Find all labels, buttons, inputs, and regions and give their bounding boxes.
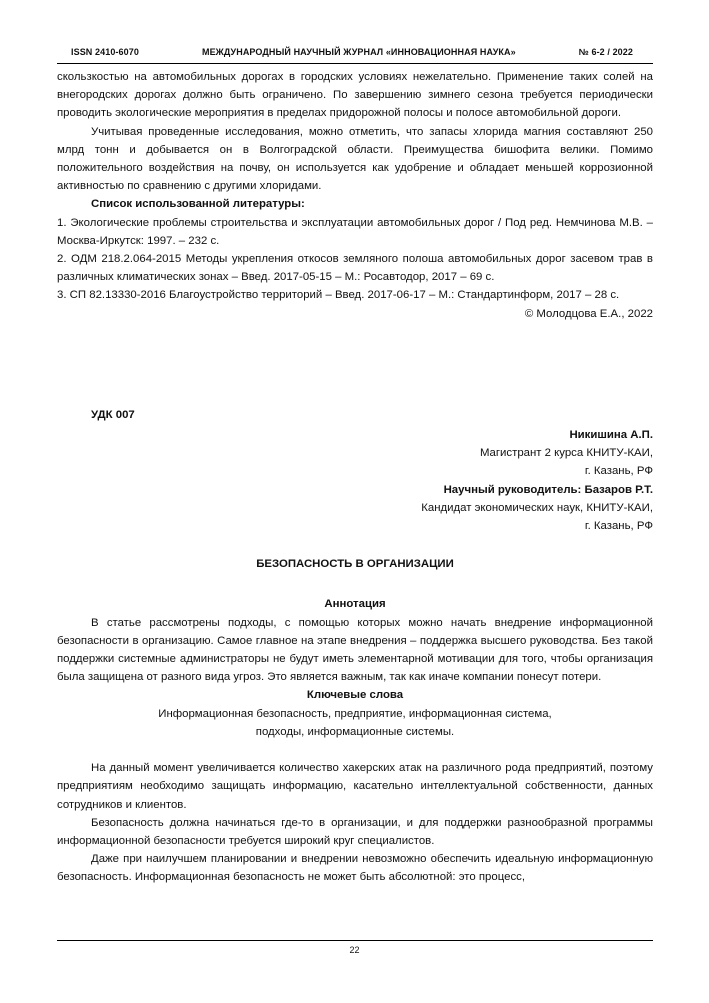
reference-item: 1. Экологические проблемы строительства и эксплуатации автомобильных дорог / Под ред. Немчинова М.В. – Москва-Иркутск: 1997. – 232 с. xyxy=(57,216,653,247)
spacer xyxy=(57,535,653,555)
keywords-line: подходы, информационные системы. xyxy=(255,725,455,738)
prev-article-paragraph: скользкостью на автомобильных дорогах в городских условиях нежелательно. Применение таких солей на внегородских дорогах должно быть ограничено. По завершению зимнего сезона требуется периодически проводить экологические мероприятия в пределах придорожной полосы и полосе автомобильной дороги. xyxy=(57,71,653,120)
journal-title: МЕЖДУНАРОДНЫЙ НАУЧНЫЙ ЖУРНАЛ «ИННОВАЦИОННАЯ НАУКА» xyxy=(201,47,516,57)
article-separator xyxy=(57,323,653,406)
keywords-line: Информационная безопасность, предприятие, информационная система, xyxy=(158,707,552,720)
page-number: 22 xyxy=(349,945,360,955)
supervisor-city: г. Казань, РФ xyxy=(584,520,653,533)
references-title: Список использованной литературы: xyxy=(91,198,305,211)
author-position: Магистрант 2 курса КНИТУ-КАИ, xyxy=(479,447,653,460)
udk-code: УДК 007 xyxy=(91,408,135,421)
spacer xyxy=(57,573,653,595)
annotation-text: В статье рассмотрены подходы, с помощью которых можно начать внедрение информационной безопасности в организацию. Самое главное на этапе внедрения – поддержка высшего руководства. Без такой поддержки системные администраторы не будут иметь элементарной мотивации для того, чтобы организация была защищена от разного вида угроз. Это является важным, так как иначе компании понесут потери. xyxy=(57,616,653,684)
header-rule xyxy=(57,63,653,64)
author-city: г. Казань, РФ xyxy=(584,465,653,478)
author-name: Никишина А.П. xyxy=(569,429,653,442)
reference-item: 2. ОДМ 218.2.064-2015 Методы укрепления откосов земляного полоша автомобильных дорог засевом трав в различных климатических зонах – Введ. 2017-05-15 – М.: Росавтодор, 2017 – 69 с. xyxy=(57,253,653,284)
article-title: БЕЗОПАСНОСТЬ В ОРГАНИЗАЦИИ xyxy=(256,558,454,571)
annotation-heading: Аннотация xyxy=(324,598,386,611)
footer-rule xyxy=(57,940,653,941)
running-header xyxy=(57,46,653,58)
supervisor-position: Кандидат экономических наук, КНИТУ-КАИ, xyxy=(421,501,653,514)
copyright-line: © Молодцова Е.А., 2022 xyxy=(524,307,653,320)
body-paragraph: Безопасность должна начинаться где-то в организации, и для поддержки разнообразной программы информационной безопасности требуется широкий круг специалистов. xyxy=(57,816,653,847)
reference-item: 3. СП 82.13330-2016 Благоустройство территорий – Введ. 2017-06-17 – М.: Стандартинформ, 2017 – 28 с. xyxy=(57,289,620,302)
keywords-heading: Ключевые слова xyxy=(306,689,404,702)
body-paragraph: Даже при наилучшем планировании и внедрении невозможно обеспечить идеальную информационную безопасность. Информационная безопасность не может быть абсолютной: это процесс, xyxy=(57,853,653,884)
spacer xyxy=(57,741,653,759)
prev-article-conclusion: Учитывая проведенные исследования, можно отметить, что запасы хлорида магния составляют 250 млрд тонн и добывается он в Волгоградской области. Преимущества бишофита велики. Помимо положительного воздействия на почву, он используется как удобрение и обладает меньшей коррозионной активностью по сравнению с другими хлоридами. xyxy=(57,125,653,193)
page-content xyxy=(57,68,653,887)
issn-label: ISSN 2410-6070 xyxy=(71,47,139,57)
supervisor-name: Научный руководитель: Базаров Р.Т. xyxy=(443,483,653,496)
issue-number: № 6-2 / 2022 xyxy=(578,47,633,57)
body-paragraph: На данный момент увеличивается количество хакерских атак на различного рода предприятий, поэтому предприятиям необходимо защищать информацию, касательно интеллектуальной собственности, данных сотрудников и клиентов. xyxy=(57,762,653,811)
